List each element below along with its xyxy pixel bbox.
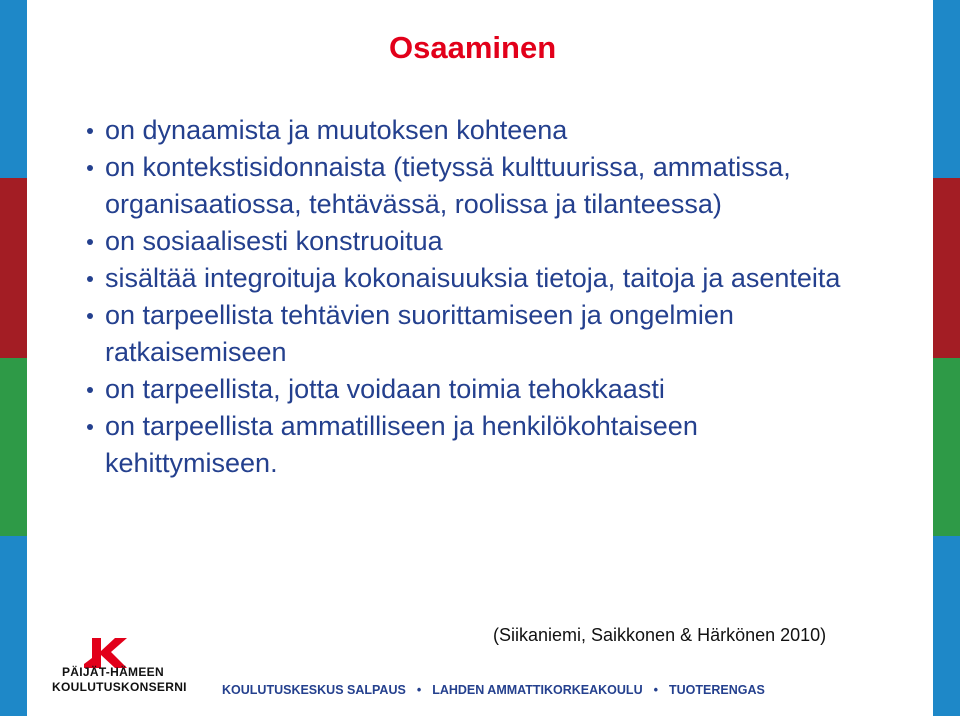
bullet-list: [86, 112, 866, 482]
right-stripe-green: [933, 358, 960, 536]
footer-separator: •: [653, 683, 658, 697]
footer-item-salpaus: KOULUTUSKESKUS SALPAUS: [222, 683, 406, 697]
right-stripe-blue-bottom: [933, 536, 960, 716]
bullet-item: on kontekstisidonnaista (tietyssä kulttuurissa, ammatissa, organisaatiossa, tehtävässä, roolissa ja tilanteessa): [86, 149, 866, 223]
citation: (Siikaniemi, Saikkonen & Härkönen 2010): [493, 625, 827, 645]
footer-item-tuoterengas: TUOTERENGAS: [669, 683, 765, 697]
left-stripe-blue-bottom: [0, 536, 27, 716]
footer-item-lamk: LAHDEN AMMATTIKORKEAKOULU: [432, 683, 643, 697]
right-stripe-red: [933, 178, 960, 358]
footer-separator: •: [416, 683, 422, 697]
bullet-item: on tarpeellista ammatilliseen ja henkilökohtaiseen kehittymiseen.: [86, 408, 866, 482]
bullet-item: sisältää integroituja kokonaisuuksia tietoja, taitoja ja asenteita: [86, 260, 866, 297]
footer-bar: [222, 683, 765, 697]
left-stripe-blue-top: [0, 0, 27, 178]
bullet-item: on dynaamista ja muutoksen kohteena: [86, 112, 866, 149]
bullet-item: on tarpeellista tehtävien suorittamiseen ja ongelmien ratkaisemiseen: [86, 297, 866, 371]
right-stripe-blue-top: [933, 0, 960, 178]
slide-title: Osaaminen: [389, 30, 557, 65]
k-logo-icon: [84, 638, 136, 668]
logo-text-line2: KOULUTUSKONSERNI: [52, 680, 187, 694]
left-stripe-red: [0, 178, 27, 358]
bullet-item: on sosiaalisesti konstruoitua: [86, 223, 866, 260]
logo-text-line1: PÄIJÄT-HÄMEEN: [62, 665, 164, 679]
bullet-item: on tarpeellista, jotta voidaan toimia tehokkaasti: [86, 371, 866, 408]
left-stripe-green: [0, 358, 27, 536]
